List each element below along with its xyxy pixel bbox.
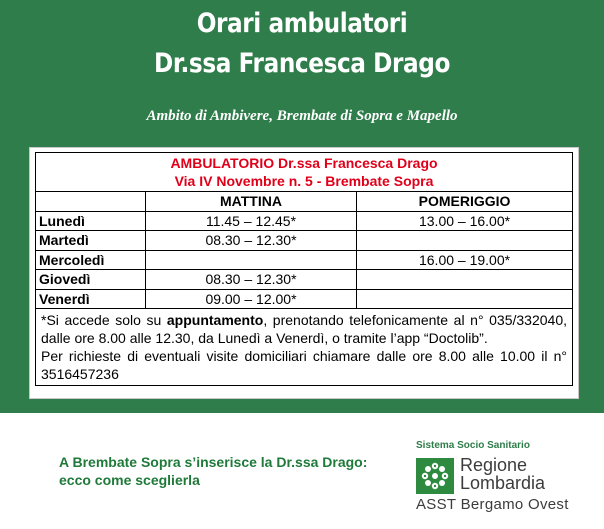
day-label: Martedì	[36, 231, 146, 251]
column-header-morning: MATTINA	[145, 192, 356, 212]
table-row	[36, 231, 573, 251]
column-header-empty	[36, 192, 146, 212]
logo-asst-name: ASST Bergamo Ovest	[416, 496, 569, 513]
day-label: Mercoledì	[36, 250, 146, 270]
morning-hours: 08.30 – 12.30*	[145, 270, 356, 290]
page-subtitle: Ambito di Ambivere, Brembate di Sopra e Mapello	[146, 108, 458, 124]
afternoon-hours	[357, 289, 573, 309]
afternoon-hours	[357, 231, 573, 251]
home-visit-note: Per richieste di eventuali visite domiciliari chiamare dalle ore 8.00 alle 10.00 il n° 3516457236	[41, 348, 567, 382]
column-header-row	[36, 192, 573, 212]
day-label: Giovedì	[36, 270, 146, 290]
logo-system-label: Sistema Socio Sanitario	[416, 440, 530, 451]
afternoon-hours	[357, 270, 573, 290]
morning-hours	[145, 250, 356, 270]
afternoon-hours: 13.00 – 16.00*	[357, 211, 573, 231]
page-title-line1: Orari ambulatori	[196, 8, 408, 39]
schedule-card	[29, 147, 579, 399]
table-header-row	[36, 153, 573, 192]
logo-region-name	[460, 456, 545, 492]
morning-hours: 11.45 – 12.45*	[145, 211, 356, 231]
appointment-note-pre: *Si accede solo su	[41, 312, 167, 328]
ambulatorio-title: AMBULATORIO Dr.ssa Francesca Drago	[170, 155, 438, 171]
ambulatorio-heading	[36, 153, 573, 192]
page-title-line2: Dr.ssa Francesca Drago	[153, 48, 451, 79]
day-label: Venerdì	[36, 289, 146, 309]
schedule-table	[35, 152, 573, 386]
table-row	[36, 270, 573, 290]
ambulatorio-address: Via IV Novembre n. 5 - Brembate Sopra	[174, 173, 434, 189]
appointment-note-post: , prenotando telefonicamente al n° 035/332040, dalle ore 8.00 alle 12.30, da Lunedì a Venerdì, o tramite l’app “Doctolib”.	[41, 312, 567, 346]
table-row	[36, 211, 573, 231]
table-row	[36, 289, 573, 309]
article-link[interactable]: A Brembate Sopra s’inserisce la Dr.ssa Drago: ecco come sceglierla	[59, 454, 368, 488]
logo-region-line2: Lombardia	[460, 473, 546, 493]
table-row	[36, 250, 573, 270]
afternoon-hours: 16.00 – 19.00*	[357, 250, 573, 270]
morning-hours: 08.30 – 12.30*	[145, 231, 356, 251]
morning-hours: 09.00 – 12.00*	[145, 289, 356, 309]
lombardia-rose-icon	[416, 458, 454, 494]
notes-cell	[36, 309, 573, 386]
appointment-keyword: appuntamento	[166, 312, 264, 328]
day-label: Lunedì	[36, 211, 146, 231]
asst-logo	[414, 440, 594, 520]
appointment-note	[41, 311, 567, 347]
notes-row	[36, 309, 573, 386]
column-header-afternoon: POMERIGGIO	[357, 192, 573, 212]
logo-region-line1: Regione	[460, 455, 528, 475]
